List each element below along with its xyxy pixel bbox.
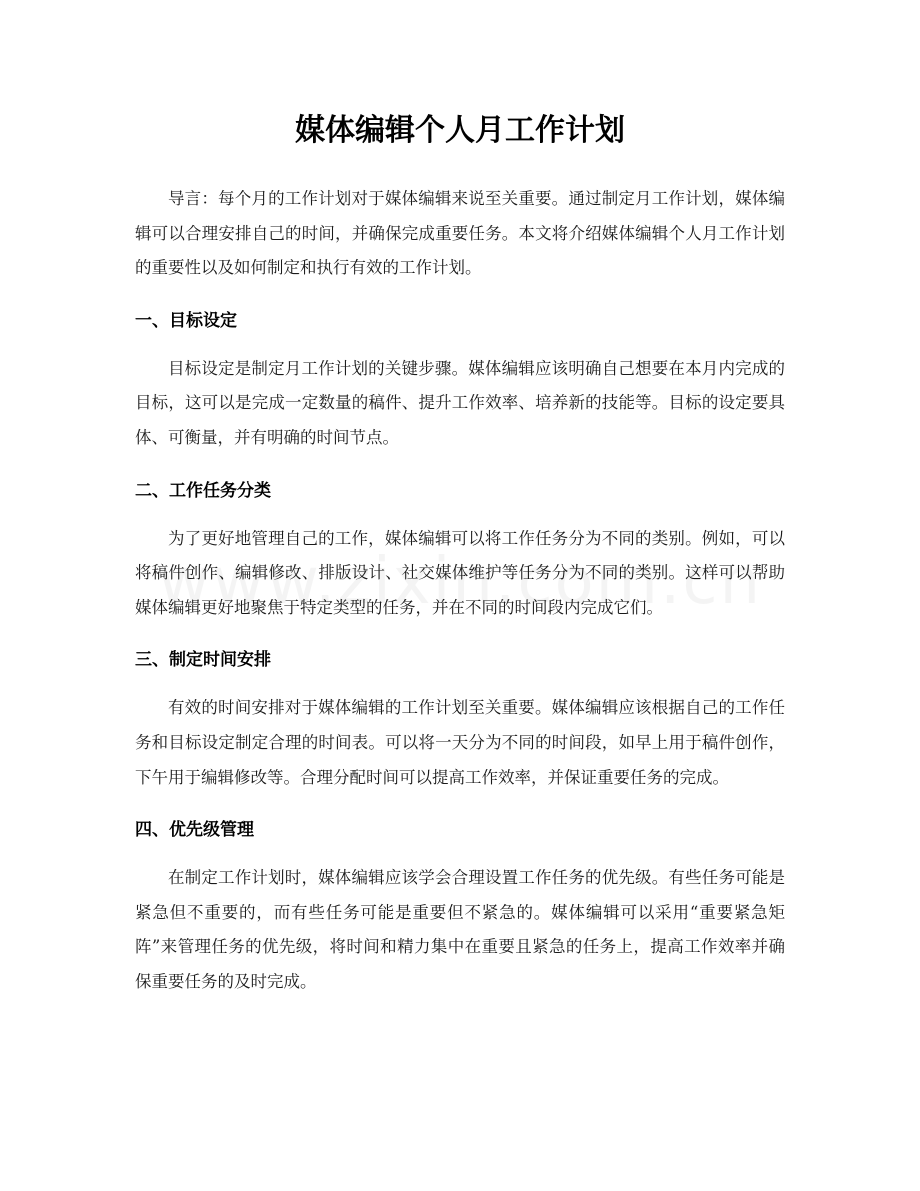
section-heading-goals: 一、目标设定 — [135, 310, 237, 331]
intro-paragraph: 导言：每个月的工作计划对于媒体编辑来说至关重要。通过制定月工作计划，媒体编辑可以合理安排自己的时间，并确保完成重要任务。本文将介绍媒体编辑个人月工作计划的重要性以及如何制定和执行有效的工作计划。 — [135, 189, 785, 278]
section-body-goals: 目标设定是制定月工作计划的关键步骤。媒体编辑应该明确自己想要在本月内完成的目标，这可以是完成一定数量的稿件、提升工作效率、培养新的技能等。目标的设定要具体、可衡量，并有明确的时间节点。 — [135, 358, 785, 447]
section-body-time-schedule: 有效的时间安排对于媒体编辑的工作计划至关重要。媒体编辑应该根据自己的工作任务和目标设定制定合理的时间表。可以将一天分为不同的时间段，如早上用于稿件创作，下午用于编辑修改等。合理分配时间可以提高工作效率，并保证重要任务的完成。 — [135, 698, 785, 787]
section-heading-time-schedule: 三、制定时间安排 — [135, 650, 271, 671]
document-body — [135, 182, 785, 1000]
section-heading-priority: 四、优先级管理 — [135, 820, 254, 841]
document-title: 媒体编辑个人月工作计划 — [295, 113, 625, 148]
section-body-priority: 在制定工作计划时，媒体编辑应该学会合理设置工作任务的优先级。有些任务可能是紧急但不重要的，而有些任务可能是重要但不紧急的。媒体编辑可以采用“重要紧急矩阵”来管理任务的优先级，将时间和精力集中在重要且紧急的任务上，提高工作效率并确保重要任务的及时完成。 — [135, 868, 785, 991]
section-heading-task-categories: 二、工作任务分类 — [135, 480, 271, 501]
section-body-task-categories: 为了更好地管理自己的工作，媒体编辑可以将工作任务分为不同的类别。例如，可以将稿件创作、编辑修改、排版设计、社交媒体维护等任务分为不同的类别。这样可以帮助媒体编辑更好地聚焦于特定类型的任务，并在不同的时间段内完成它们。 — [135, 528, 785, 617]
